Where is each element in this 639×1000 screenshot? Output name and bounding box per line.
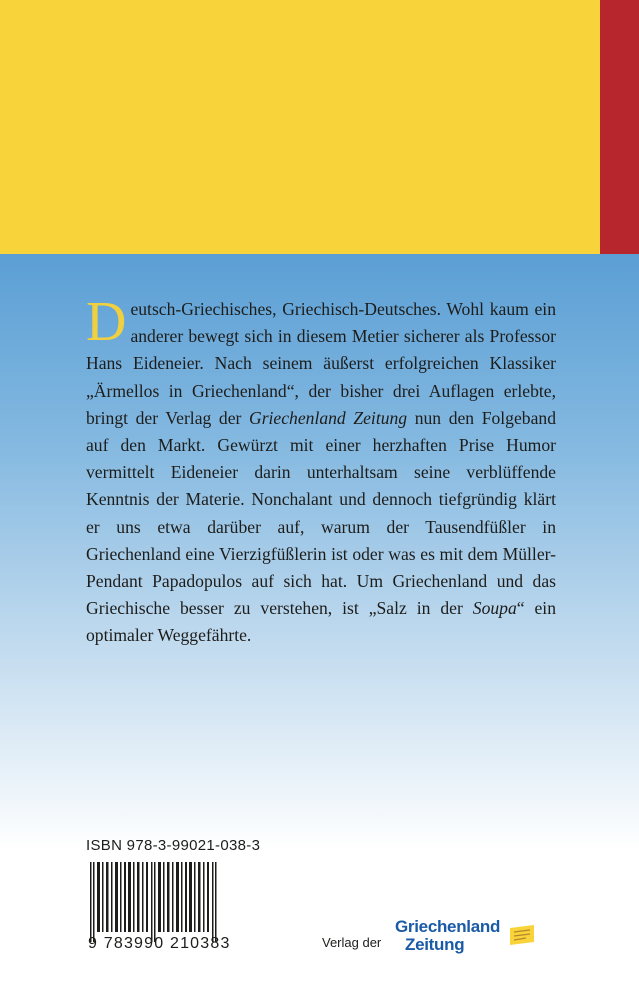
blurb-text-1: eutsch-Griechisches, Griechisch-Deutsches. Wohl kaum ein anderer bewegt sich in diesem Metier sicherer als Professor Hans Eideneier. Nach seinem äußerst erfolgreichen Klassiker „Ärmellos in Griechenland“, der bisher drei Auflagen erlebte, bringt der Verlag der (86, 299, 556, 428)
cover-top-yellow-band (0, 0, 600, 254)
drop-cap: D (86, 291, 127, 353)
blurb-text-2: nun den Folgeband auf den Markt. Gewürzt mit einer herzhaften Prise Humor vermittelt Eideneier darin unterhaltsam seine verblüffende Kenntnis der Materie. Nonchalant und dennoch tiefgründig klärt er uns etwa darüber auf, warum der Tausendfüßler in Griechenland eine Vierzigfüßlerin ist oder was es mit dem Müller-Pendant Papadopulos auf sich hat. Um Griechenland und das Griechische besser zu verstehen, ist „Salz in der (86, 407, 556, 619)
back-cover-blurb (86, 291, 556, 650)
blurb-paragraph (86, 291, 556, 650)
logo-line-2: Zeitung (405, 935, 465, 954)
cover-spine-red-band (600, 0, 639, 254)
publisher-logo (395, 918, 545, 958)
blurb-italic-newspaper: Griechenland Zeitung (248, 407, 408, 428)
blurb-italic-soupa: Soupa (472, 598, 517, 619)
barcode-number: 9 783990 210383 (88, 935, 231, 952)
isbn-label: ISBN 978-3-99021-038-3 (86, 837, 261, 854)
publisher-label: Verlag der (322, 935, 382, 950)
blurb-text-3: “ ein optimaler Weggefährte. (86, 598, 556, 646)
logo-line-1: Griechenland (395, 917, 501, 936)
logo-newspaper-icon (508, 924, 536, 946)
